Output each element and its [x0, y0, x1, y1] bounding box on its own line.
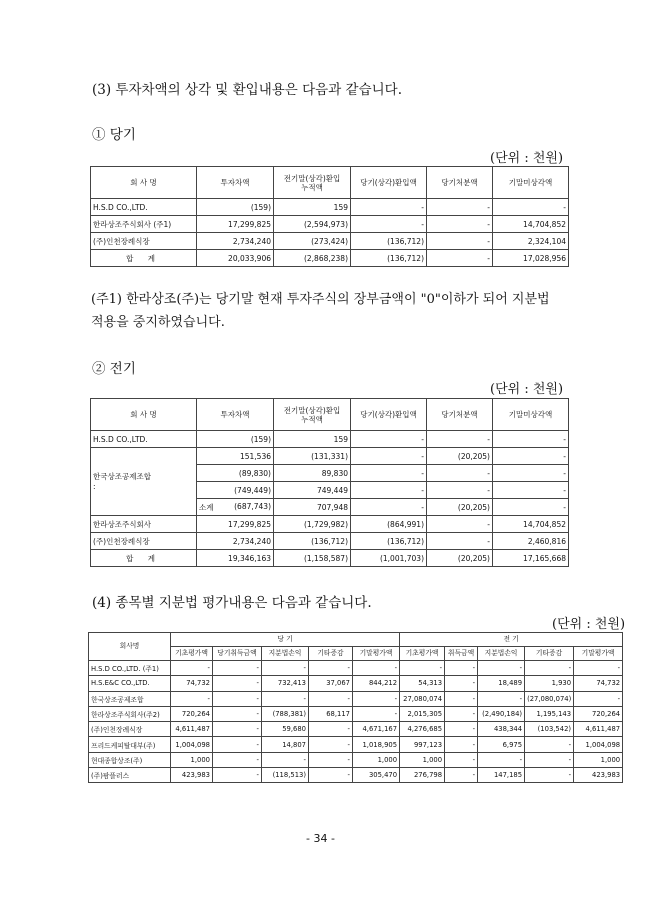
value-cell: - [493, 482, 569, 499]
table-row [91, 250, 569, 267]
column-header: 기말미상각액 [493, 167, 569, 199]
value-cell: - [445, 676, 478, 691]
value-cell: - [427, 465, 493, 482]
value-cell: - [445, 768, 478, 783]
value-cell: 14,704,852 [493, 516, 569, 533]
value-cell: 14,704,852 [493, 216, 569, 233]
prior-period-header: 전 기 [400, 633, 623, 647]
table-row [89, 676, 623, 691]
table-header-row [91, 167, 569, 199]
value-cell: 59,680 [262, 722, 309, 737]
value-cell: 997,123 [400, 737, 445, 752]
value-cell: 14,807 [262, 737, 309, 752]
table-row [91, 516, 569, 533]
value-cell: (136,712) [351, 233, 427, 250]
value-cell: 6,975 [478, 737, 525, 752]
value-cell: 4,611,487 [574, 722, 623, 737]
value-cell: - [445, 661, 478, 676]
company-name-cell: 한라상조주식회사(주2) [89, 706, 171, 721]
value-cell: (136,712) [351, 533, 427, 550]
value-cell: 305,470 [353, 768, 400, 783]
company-name-cell: H.S.D CO.,LTD. [91, 199, 197, 216]
table-row [91, 533, 569, 550]
unit-label-prior: (단위 : 천원) [490, 382, 564, 397]
table-row [89, 661, 623, 676]
company-name-cell: H.S.D CO.,LTD. [91, 431, 197, 448]
value-cell: - [427, 516, 493, 533]
table-row [91, 216, 569, 233]
equity-method-table [88, 632, 623, 783]
value-cell: 17,299,825 [197, 516, 274, 533]
table-header-row [91, 399, 569, 431]
value-cell: - [445, 691, 478, 706]
company-name-cell: H.S.E&C CO.,LTD. [89, 676, 171, 691]
value-cell: - [353, 691, 400, 706]
value-cell: 423,983 [574, 768, 623, 783]
value-cell: (159) [197, 199, 274, 216]
value-cell: 17,028,956 [493, 250, 569, 267]
company-name-cell: (주)인천장례식장 [91, 233, 197, 250]
prior-period-table [90, 398, 569, 567]
equity-heading: (4) 종목별 지분법 평가내용은 다음과 같습니다. [92, 595, 372, 611]
company-name-cell: 현대종합상조(주) [89, 752, 171, 767]
value-cell: 2,734,240 [197, 233, 274, 250]
subtotal-value-cell [197, 499, 274, 516]
value-cell: - [493, 431, 569, 448]
value-cell: 423,983 [171, 768, 213, 783]
company-header: 회사명 [89, 633, 171, 661]
value-cell: - [351, 216, 427, 233]
value-cell: 2,015,305 [400, 706, 445, 721]
value-cell: - [478, 752, 525, 767]
value-cell: 1,004,098 [574, 737, 623, 752]
value-cell: - [262, 661, 309, 676]
value-cell: 89,830 [274, 465, 351, 482]
table-row [91, 233, 569, 250]
value-cell: 707,948 [274, 499, 351, 516]
value-cell: 2,734,240 [197, 533, 274, 550]
value-cell: (2,490,184) [478, 706, 525, 721]
value-cell: (273,424) [274, 233, 351, 250]
value-cell: - [427, 482, 493, 499]
value-cell: 68,117 [309, 706, 353, 721]
column-header: 당기처분액 [427, 167, 493, 199]
value-cell: 720,264 [574, 706, 623, 721]
value-cell: 1,000 [400, 752, 445, 767]
value-cell: - [262, 691, 309, 706]
value-cell: - [213, 737, 262, 752]
value-cell: - [525, 752, 574, 767]
column-header: 기초평가액 [171, 647, 213, 661]
value-cell: - [445, 752, 478, 767]
value-cell: 4,611,487 [171, 722, 213, 737]
value-cell: (749,449) [197, 482, 274, 499]
column-header: 지분법손익 [478, 647, 525, 661]
value-cell: - [445, 722, 478, 737]
value-cell: 1,000 [353, 752, 400, 767]
company-name-cell: H.S.D CO.,LTD. (주1) [89, 661, 171, 676]
table-row [91, 550, 569, 567]
current-period-label: ① 당기 [92, 127, 136, 143]
value-cell: - [309, 722, 353, 737]
value-cell: 749,449 [274, 482, 351, 499]
value-cell: - [213, 661, 262, 676]
value-cell: (788,381) [262, 706, 309, 721]
value-cell: - [213, 676, 262, 691]
value-cell: - [351, 431, 427, 448]
value-cell: - [427, 431, 493, 448]
value-cell: (1,001,703) [351, 550, 427, 567]
column-header: 기말평가액 [353, 647, 400, 661]
value-cell: - [427, 533, 493, 550]
column-header: 전기말(상각)환입 누적액 [274, 167, 351, 199]
value-cell: 19,346,163 [197, 550, 274, 567]
column-header: 회 사 명 [91, 399, 197, 431]
unit-label-equity: (단위 : 천원) [552, 617, 626, 632]
company-name-cell: (주)인천장례식장 [89, 722, 171, 737]
value-cell: (20,205) [427, 550, 493, 567]
value-cell: 18,489 [478, 676, 525, 691]
value-cell: 74,732 [574, 676, 623, 691]
column-header: 기타증감 [525, 647, 574, 661]
column-header: 기타증감 [309, 647, 353, 661]
value-cell: - [309, 768, 353, 783]
column-header: 취득금액 [445, 647, 478, 661]
value-cell: 1,004,098 [171, 737, 213, 752]
value-cell: 1,000 [574, 752, 623, 767]
value-cell: (1,729,982) [274, 516, 351, 533]
value-cell: - [493, 499, 569, 516]
note-text: (주1) 한라상조(주)는 당기말 현재 투자주식의 장부금액이 "0"이하가 되어 지분법적용을 중지하였습니다. [91, 292, 550, 330]
column-header: 당기(상각)환입액 [351, 399, 427, 431]
current-period-header: 당 기 [171, 633, 400, 647]
value-cell: 276,798 [400, 768, 445, 783]
value-cell: - [213, 691, 262, 706]
value-cell: - [445, 706, 478, 721]
value-cell: - [478, 691, 525, 706]
value-cell: - [400, 661, 445, 676]
company-name-cell: 한라상조주식회사 [91, 516, 197, 533]
value-cell: 2,324,104 [493, 233, 569, 250]
column-header: 투자차액 [197, 399, 274, 431]
value-cell: 54,313 [400, 676, 445, 691]
column-header: 기초평가액 [400, 647, 445, 661]
table-row [89, 691, 623, 706]
value-cell: - [351, 448, 427, 465]
value-cell: 159 [274, 431, 351, 448]
table-row [89, 768, 623, 783]
value-cell: - [525, 737, 574, 752]
subtotal-value: (687,743) [234, 501, 271, 511]
table-row [89, 752, 623, 767]
table-row [89, 722, 623, 737]
value-cell: (131,331) [274, 448, 351, 465]
value-cell: (1,158,587) [274, 550, 351, 567]
value-cell: - [574, 691, 623, 706]
value-cell: - [493, 448, 569, 465]
value-cell: (136,712) [274, 533, 351, 550]
value-cell: 74,732 [171, 676, 213, 691]
value-cell: 1,000 [171, 752, 213, 767]
value-cell: - [351, 199, 427, 216]
value-cell: - [351, 465, 427, 482]
value-cell: 4,671,167 [353, 722, 400, 737]
value-cell: 1,195,143 [525, 706, 574, 721]
amortization-heading: (3) 투자차액의 상각 및 환입내용은 다음과 같습니다. [92, 82, 402, 98]
value-cell: (27,080,074) [525, 691, 574, 706]
value-cell: (89,830) [197, 465, 274, 482]
value-cell: - [213, 768, 262, 783]
value-cell: - [351, 482, 427, 499]
value-cell: (2,868,238) [274, 250, 351, 267]
company-name-cell: 프리드케피탈대부(주) [89, 737, 171, 752]
value-cell: 17,165,668 [493, 550, 569, 567]
value-cell: 151,536 [197, 448, 274, 465]
column-header: 기말미상각액 [493, 399, 569, 431]
value-cell: - [171, 691, 213, 706]
value-cell: (136,712) [351, 250, 427, 267]
company-name-cell: 한국상조공제조합 [89, 691, 171, 706]
value-cell: (864,991) [351, 516, 427, 533]
value-cell: 438,344 [478, 722, 525, 737]
value-cell: - [213, 752, 262, 767]
column-header: 당기(상각)환입액 [351, 167, 427, 199]
company-name-cell: (주)인천장례식장 [91, 533, 197, 550]
value-cell: - [427, 250, 493, 267]
unit-label-current: (단위 : 천원) [490, 151, 564, 166]
value-cell: - [309, 737, 353, 752]
page-number: - 34 - [306, 832, 335, 845]
column-header: 당기처분액 [427, 399, 493, 431]
current-period-table [90, 166, 569, 267]
value-cell: (2,594,973) [274, 216, 351, 233]
value-cell: 844,212 [353, 676, 400, 691]
table-row [91, 431, 569, 448]
value-cell: 1,018,905 [353, 737, 400, 752]
value-cell: 17,299,825 [197, 216, 274, 233]
prior-period-label: ② 전기 [92, 361, 136, 377]
company-name-cell: 합 계 [91, 550, 197, 567]
value-cell: - [213, 706, 262, 721]
column-header: 회 사 명 [91, 167, 197, 199]
value-cell: - [213, 722, 262, 737]
value-cell: - [353, 706, 400, 721]
value-cell: - [262, 752, 309, 767]
value-cell: - [525, 768, 574, 783]
company-name-cell: 한라상조주식회사 (주1) [91, 216, 197, 233]
value-cell: - [445, 737, 478, 752]
value-cell: 37,067 [309, 676, 353, 691]
value-cell: - [493, 465, 569, 482]
table-row [89, 737, 623, 752]
value-cell: 732,413 [262, 676, 309, 691]
value-cell: 1,930 [525, 676, 574, 691]
table-row [89, 706, 623, 721]
column-header: 투자차액 [197, 167, 274, 199]
subtotal-label: 소계 [199, 502, 214, 512]
value-cell: - [427, 233, 493, 250]
value-cell: (159) [197, 431, 274, 448]
value-cell: - [171, 661, 213, 676]
value-cell: - [309, 752, 353, 767]
value-cell: 159 [274, 199, 351, 216]
value-cell: - [353, 661, 400, 676]
value-cell: 20,033,906 [197, 250, 274, 267]
table-row [91, 448, 569, 465]
value-cell: (20,205) [427, 499, 493, 516]
table-row [91, 199, 569, 216]
value-cell: - [574, 661, 623, 676]
value-cell: 147,185 [478, 768, 525, 783]
value-cell: - [309, 691, 353, 706]
column-header: 당기취득금액 [213, 647, 262, 661]
value-cell: (20,205) [427, 448, 493, 465]
value-cell: - [493, 199, 569, 216]
value-cell: - [478, 661, 525, 676]
value-cell: (103,542) [525, 722, 574, 737]
value-cell: - [427, 199, 493, 216]
value-cell: 27,080,074 [400, 691, 445, 706]
value-cell: - [309, 661, 353, 676]
value-cell: 4,276,685 [400, 722, 445, 737]
company-name-cell: 한국상조공제조합 : [91, 448, 197, 516]
value-cell: - [525, 661, 574, 676]
company-name-cell: 합 계 [91, 250, 197, 267]
column-header: 기말평가액 [574, 647, 623, 661]
company-name-cell: (주)팜플러스 [89, 768, 171, 783]
value-cell: 2,460,816 [493, 533, 569, 550]
column-header: 전기말(상각)환입 누적액 [274, 399, 351, 431]
value-cell: 720,264 [171, 706, 213, 721]
value-cell: - [427, 216, 493, 233]
value-cell: (118,513) [262, 768, 309, 783]
value-cell: - [351, 499, 427, 516]
column-header: 지분법손익 [262, 647, 309, 661]
